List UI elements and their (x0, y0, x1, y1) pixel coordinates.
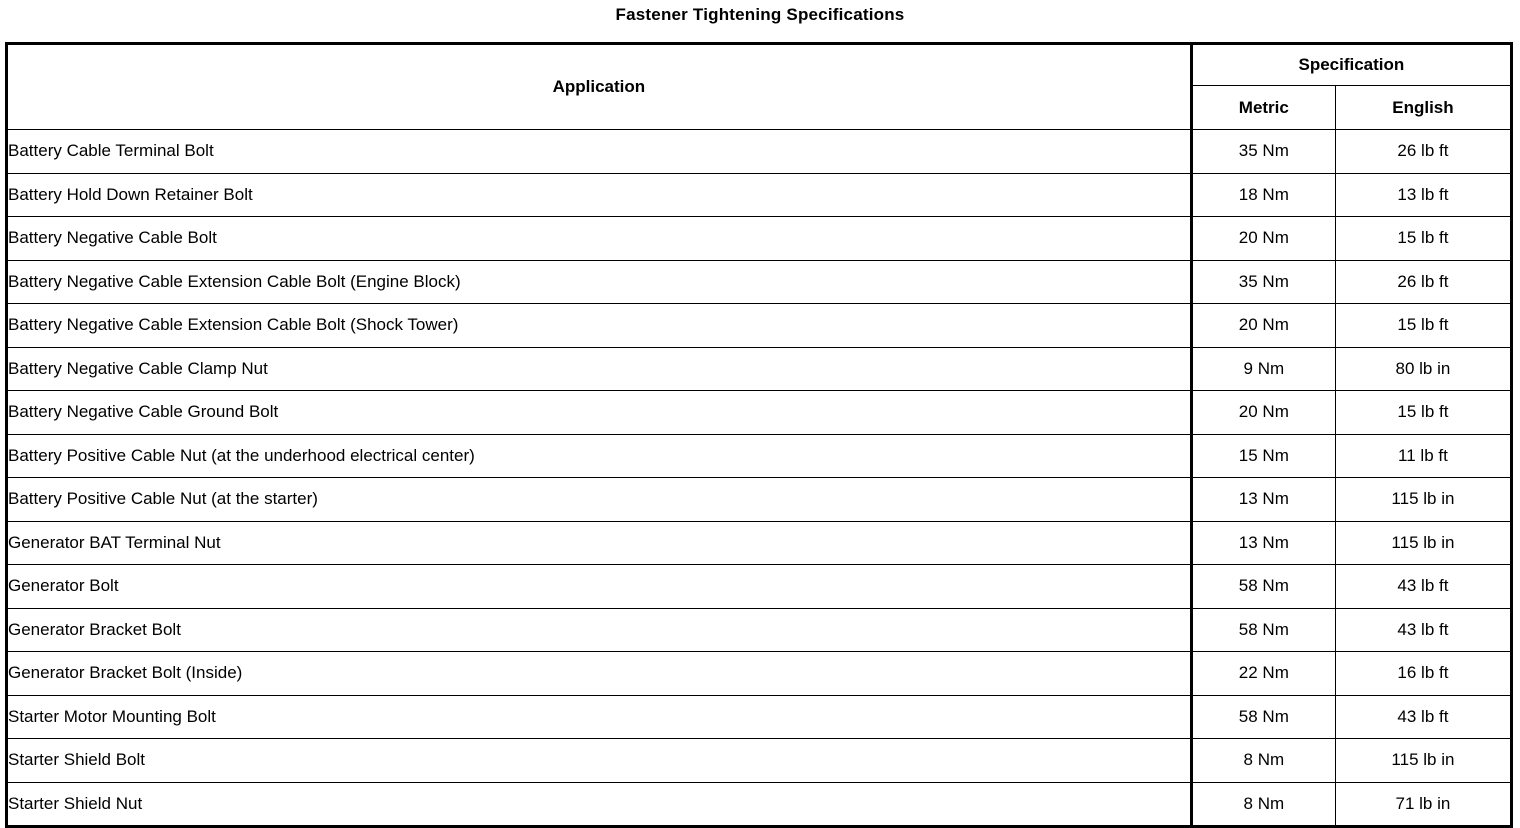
cell-metric: 58 Nm (1191, 608, 1335, 652)
table-row (7, 695, 1512, 739)
column-header-english: English (1335, 86, 1511, 130)
cell-english: 115 lb in (1335, 521, 1511, 565)
table-row (7, 391, 1512, 435)
cell-english: 43 lb ft (1335, 608, 1511, 652)
table-row (7, 304, 1512, 348)
cell-english: 15 lb ft (1335, 217, 1511, 261)
table-row (7, 478, 1512, 522)
table-body (7, 130, 1512, 827)
cell-english: 26 lb ft (1335, 130, 1511, 174)
cell-metric: 58 Nm (1191, 565, 1335, 609)
table-header (7, 44, 1512, 130)
spec-table-container (5, 42, 1513, 828)
cell-english: 43 lb ft (1335, 565, 1511, 609)
cell-english: 71 lb in (1335, 782, 1511, 827)
cell-metric: 13 Nm (1191, 521, 1335, 565)
cell-english: 115 lb in (1335, 478, 1511, 522)
cell-metric: 18 Nm (1191, 173, 1335, 217)
cell-application: Generator Bracket Bolt (Inside) (7, 652, 1192, 696)
cell-application: Battery Positive Cable Nut (at the starter) (7, 478, 1192, 522)
table-row (7, 652, 1512, 696)
cell-application: Generator Bracket Bolt (7, 608, 1192, 652)
cell-english: 15 lb ft (1335, 391, 1511, 435)
cell-application: Battery Negative Cable Extension Cable Bolt (Engine Block) (7, 260, 1192, 304)
table-row (7, 739, 1512, 783)
cell-metric: 20 Nm (1191, 391, 1335, 435)
cell-english: 26 lb ft (1335, 260, 1511, 304)
table-row (7, 173, 1512, 217)
table-row (7, 260, 1512, 304)
cell-application: Starter Shield Nut (7, 782, 1192, 827)
cell-metric: 22 Nm (1191, 652, 1335, 696)
cell-english: 13 lb ft (1335, 173, 1511, 217)
table-row (7, 565, 1512, 609)
column-header-metric: Metric (1191, 86, 1335, 130)
cell-application: Starter Shield Bolt (7, 739, 1192, 783)
cell-application: Battery Negative Cable Bolt (7, 217, 1192, 261)
cell-application: Battery Negative Cable Clamp Nut (7, 347, 1192, 391)
cell-application: Battery Hold Down Retainer Bolt (7, 173, 1192, 217)
cell-metric: 35 Nm (1191, 260, 1335, 304)
cell-english: 115 lb in (1335, 739, 1511, 783)
cell-application: Battery Cable Terminal Bolt (7, 130, 1192, 174)
header-row-top (7, 44, 1512, 86)
cell-metric: 8 Nm (1191, 782, 1335, 827)
cell-application: Battery Positive Cable Nut (at the underhood electrical center) (7, 434, 1192, 478)
column-header-specification: Specification (1191, 44, 1511, 86)
table-row (7, 217, 1512, 261)
cell-english: 11 lb ft (1335, 434, 1511, 478)
table-row (7, 521, 1512, 565)
table-row (7, 782, 1512, 827)
table-row (7, 347, 1512, 391)
cell-metric: 15 Nm (1191, 434, 1335, 478)
cell-metric: 20 Nm (1191, 304, 1335, 348)
cell-application: Generator Bolt (7, 565, 1192, 609)
table-row (7, 130, 1512, 174)
cell-metric: 13 Nm (1191, 478, 1335, 522)
cell-english: 15 lb ft (1335, 304, 1511, 348)
table-row (7, 608, 1512, 652)
cell-metric: 58 Nm (1191, 695, 1335, 739)
cell-metric: 35 Nm (1191, 130, 1335, 174)
cell-english: 16 lb ft (1335, 652, 1511, 696)
cell-english: 80 lb in (1335, 347, 1511, 391)
cell-metric: 20 Nm (1191, 217, 1335, 261)
cell-application: Battery Negative Cable Ground Bolt (7, 391, 1192, 435)
column-header-application: Application (7, 44, 1192, 130)
cell-application: Generator BAT Terminal Nut (7, 521, 1192, 565)
cell-metric: 9 Nm (1191, 347, 1335, 391)
fastener-spec-table (5, 42, 1513, 828)
cell-application: Battery Negative Cable Extension Cable Bolt (Shock Tower) (7, 304, 1192, 348)
cell-metric: 8 Nm (1191, 739, 1335, 783)
table-row (7, 434, 1512, 478)
cell-application: Starter Motor Mounting Bolt (7, 695, 1192, 739)
cell-english: 43 lb ft (1335, 695, 1511, 739)
page-title: Fastener Tightening Specifications (615, 5, 905, 24)
